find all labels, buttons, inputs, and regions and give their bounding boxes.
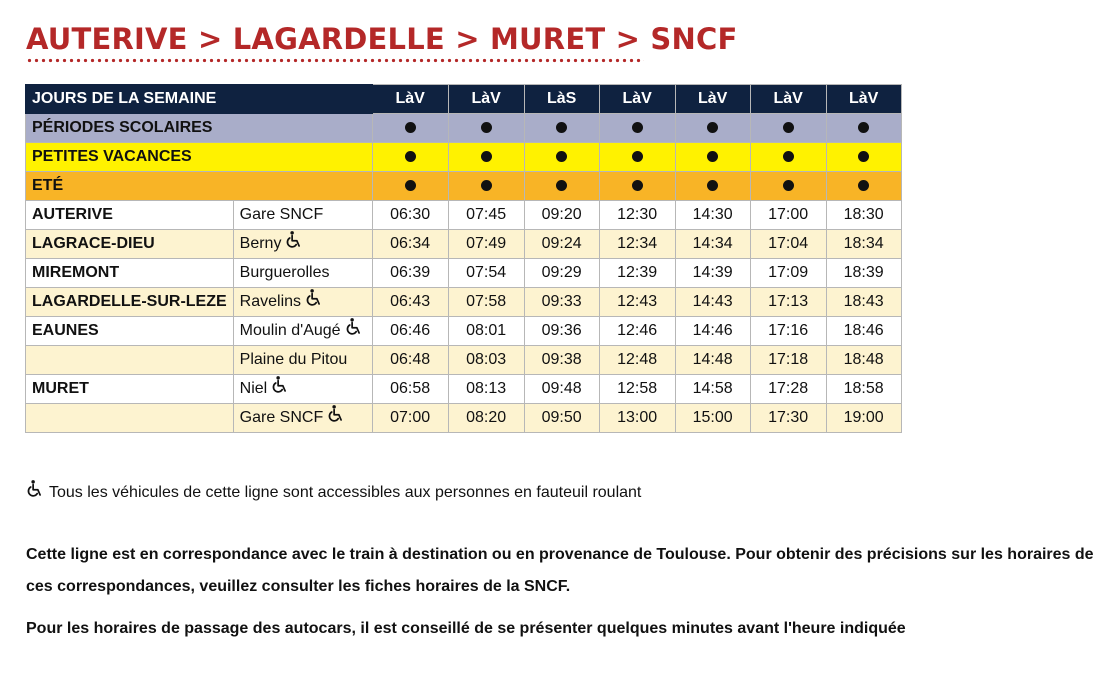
period-cell [750,114,826,143]
time-cell: 17:04 [750,230,826,259]
time-cell: 09:38 [524,346,599,375]
time-cell: 08:03 [448,346,524,375]
time-cell: 17:00 [750,201,826,230]
legend-text: Tous les véhicules de cette ligne sont accessibles aux personnes en fauteuil roulant [49,484,642,502]
dot-icon [707,151,718,162]
time-cell: 14:46 [675,317,750,346]
time-cell: 12:58 [599,375,675,404]
stop-name: Burguerolles [239,264,330,281]
time-cell: 06:46 [372,317,448,346]
time-cell: 14:48 [675,346,750,375]
dot-icon [632,180,643,191]
dot-icon [632,122,643,133]
stop-name: Gare SNCF [239,409,324,427]
wheelchair-icon [285,230,304,255]
day-header: LàV [448,85,524,114]
note-horaires: Pour les horaires de passage des autocars, il est conseillé de se présenter quelques minutes avant l'heure indiquée [26,620,906,637]
dot-icon [783,180,794,191]
time-cell: 07:49 [448,230,524,259]
wheelchair-icon [26,479,45,504]
time-cell: 06:30 [372,201,448,230]
time-cell: 07:54 [448,259,524,288]
time-cell: 07:58 [448,288,524,317]
period-band-row [26,114,902,143]
time-cell: 17:28 [750,375,826,404]
period-band-row [26,143,902,172]
period-cell [599,114,675,143]
commune-name: LAGRACE-DIEU [26,230,234,259]
time-cell: 12:34 [599,230,675,259]
dot-icon [707,122,718,133]
period-cell [372,172,448,201]
time-cell: 17:30 [750,404,826,433]
day-header: LàV [826,85,901,114]
period-cell [750,143,826,172]
stop-name: Berny [239,235,282,253]
time-cell: 07:45 [448,201,524,230]
day-header: LàV [599,85,675,114]
period-band-label: ETÉ [26,172,373,201]
stop-row [26,201,902,230]
wheelchair-icon [305,288,324,313]
time-cell: 07:00 [372,404,448,433]
header-label: JOURS DE LA SEMAINE [26,85,373,114]
commune-name [26,346,234,375]
dot-icon [858,122,869,133]
dot-icon [858,151,869,162]
dot-icon [481,151,492,162]
time-cell: 12:43 [599,288,675,317]
period-cell [448,143,524,172]
dot-icon [405,180,416,191]
period-band-row [26,172,902,201]
period-cell [599,143,675,172]
period-cell [524,172,599,201]
period-cell [675,114,750,143]
time-cell: 08:01 [448,317,524,346]
stop-name: Plaine du Pitou [239,351,348,368]
period-cell [372,143,448,172]
dot-icon [783,151,794,162]
stop-row [26,230,902,259]
time-cell: 12:30 [599,201,675,230]
page-title: AUTERIVE > LAGARDELLE > MURET > SNCF [26,22,738,56]
title-dotted-underline [26,58,644,63]
wheelchair-icon [327,404,346,429]
dot-icon [481,180,492,191]
time-cell: 09:33 [524,288,599,317]
stop-row [26,346,902,375]
accessibility-legend [26,482,641,504]
dot-icon [783,122,794,133]
time-cell: 06:48 [372,346,448,375]
dot-icon [858,180,869,191]
commune-name: MURET [26,375,234,404]
time-cell: 17:09 [750,259,826,288]
period-cell [599,172,675,201]
time-cell: 09:48 [524,375,599,404]
day-header: LàS [524,85,599,114]
time-cell: 06:43 [372,288,448,317]
stop-cell [233,230,372,259]
dot-icon [707,180,718,191]
wheelchair-icon [271,375,290,400]
time-cell: 18:39 [826,259,901,288]
period-cell [448,172,524,201]
period-band-label: PÉRIODES SCOLAIRES [26,114,373,143]
time-cell: 12:39 [599,259,675,288]
time-cell: 14:58 [675,375,750,404]
period-cell [675,143,750,172]
stop-cell [233,375,372,404]
period-cell [448,114,524,143]
time-cell: 18:30 [826,201,901,230]
time-cell: 14:30 [675,201,750,230]
dot-icon [556,122,567,133]
period-cell [826,172,901,201]
day-header: LàV [372,85,448,114]
period-cell [524,143,599,172]
commune-name [26,404,234,433]
wheelchair-icon [345,317,364,342]
commune-name: LAGARDELLE-SUR-LEZE [26,288,234,317]
period-cell [750,172,826,201]
commune-name: MIREMONT [26,259,234,288]
time-cell: 06:34 [372,230,448,259]
period-cell [675,172,750,201]
time-cell: 12:48 [599,346,675,375]
stop-name: Niel [239,380,268,398]
stop-name: Gare SNCF [239,206,324,223]
time-cell: 18:46 [826,317,901,346]
dot-icon [405,151,416,162]
stop-name: Ravelins [239,293,302,311]
timetable-body [26,85,902,433]
time-cell: 17:16 [750,317,826,346]
stop-cell [233,317,372,346]
time-cell: 06:39 [372,259,448,288]
time-cell: 17:13 [750,288,826,317]
commune-name: EAUNES [26,317,234,346]
dot-icon [556,151,567,162]
time-cell: 09:36 [524,317,599,346]
time-cell: 19:00 [826,404,901,433]
dot-icon [632,151,643,162]
period-cell [826,114,901,143]
commune-name: AUTERIVE [26,201,234,230]
time-cell: 14:34 [675,230,750,259]
period-cell [524,114,599,143]
stop-row [26,404,902,433]
time-cell: 06:58 [372,375,448,404]
stop-name: Moulin d'Augé [239,322,341,340]
note-correspondance: Cette ligne est en correspondance avec le train à destination ou en provenance de Toulouse. Pour obtenir des précisions sur les horaires de ces correspondances, veuillez consulter les fiches horaires de la SNCF. [26,546,1094,595]
stop-cell [233,259,372,288]
time-cell: 15:00 [675,404,750,433]
time-cell: 14:43 [675,288,750,317]
day-header: LàV [750,85,826,114]
period-cell [826,143,901,172]
time-cell: 09:24 [524,230,599,259]
time-cell: 08:20 [448,404,524,433]
dot-icon [556,180,567,191]
time-cell: 09:20 [524,201,599,230]
stop-cell [233,201,372,230]
time-cell: 14:39 [675,259,750,288]
timetable [25,84,902,433]
stop-cell [233,404,372,433]
time-cell: 18:34 [826,230,901,259]
time-cell: 18:48 [826,346,901,375]
time-cell: 12:46 [599,317,675,346]
dot-icon [481,122,492,133]
stop-cell [233,288,372,317]
time-cell: 08:13 [448,375,524,404]
header-row [26,85,902,114]
period-cell [372,114,448,143]
time-cell: 09:29 [524,259,599,288]
time-cell: 13:00 [599,404,675,433]
stop-row [26,375,902,404]
day-header: LàV [675,85,750,114]
stop-row [26,288,902,317]
dot-icon [405,122,416,133]
stop-cell [233,346,372,375]
time-cell: 18:43 [826,288,901,317]
stop-row [26,259,902,288]
period-band-label: PETITES VACANCES [26,143,373,172]
time-cell: 18:58 [826,375,901,404]
time-cell: 09:50 [524,404,599,433]
time-cell: 17:18 [750,346,826,375]
stop-row [26,317,902,346]
